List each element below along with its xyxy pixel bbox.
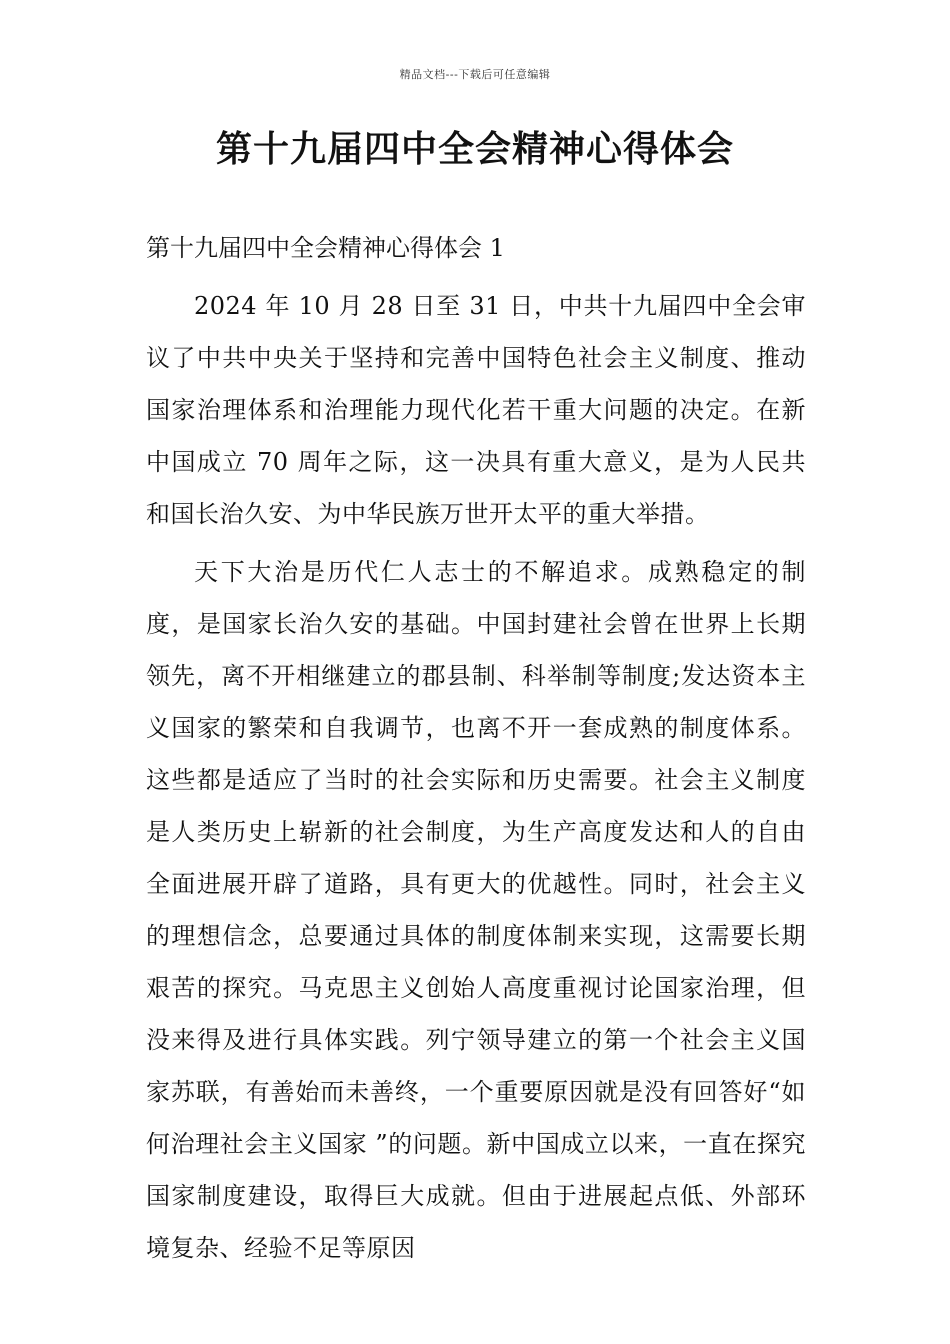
paragraph-1: 2024 年 10 月 28 日至 31 日，中共十九届四中全会审议了中共中央关于坚持和完善中国特色社会主义制度、推动国家治理体系和治理能力现代化若干重大问题的决定。在新中国成立 70 周年之际，这一决具有重大意义，是为人民共和国长治久安、为中华民族万世开太平的重大举措。	[146, 292, 806, 528]
document-title: 第十九届四中全会精神心得体会	[215, 129, 734, 170]
header-note: 精品文档---下载后可任意编辑	[399, 68, 551, 81]
body-text	[146, 280, 806, 1280]
paragraph-2: 天下大治是历代仁人志士的不解追求。成熟稳定的制度，是国家长治久安的基础。中国封建社会曾在世界上长期领先，离不开相继建立的郡县制、科举制等制度;发达资本主义国家的繁荣和自我调节，也离不开一套成熟的制度体系。这些都是适应了当时的社会实际和历史需要。社会主义制度是人类历史上崭新的社会制度，为生产高度发达和人的自由全面进展开辟了道路，具有更大的优越性。同时，社会主义的理想信念，总要通过具体的制度体制来实现，这需要长期艰苦的探究。马克思主义创始人高度重视讨论国家治理，但没来得及进行具体实践。列宁领导建立的第一个社会主义国家苏联，有善始而未善终，一个重要原因就是没有回答好“如何治理社会主义国家 ”的问题。新中国成立以来，一直在探究国家制度建设，取得巨大成就。但由于进展起点低、外部环境复杂、经验不足等原因	[146, 558, 806, 1262]
section-heading: 第十九届四中全会精神心得体会 1	[146, 234, 505, 262]
